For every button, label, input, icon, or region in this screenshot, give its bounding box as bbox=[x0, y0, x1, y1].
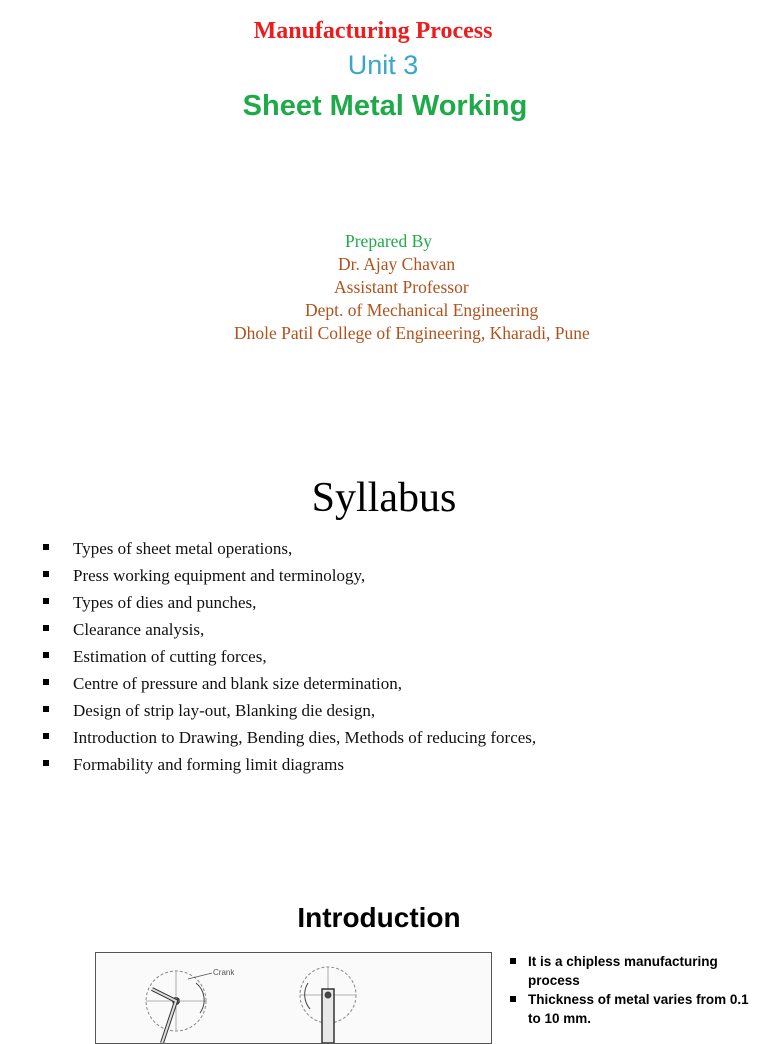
square-bullet-icon bbox=[43, 679, 49, 685]
title-unit: Unit 3 bbox=[347, 50, 419, 80]
square-bullet-icon bbox=[510, 996, 516, 1002]
intro-point bbox=[510, 952, 760, 990]
syllabus-item-text: Estimation of cutting forces, bbox=[73, 647, 267, 666]
syllabus-item bbox=[43, 673, 536, 700]
syllabus-item bbox=[43, 727, 536, 754]
syllabus-item bbox=[43, 700, 536, 727]
intro-point-text: It is a chipless manufacturing process bbox=[528, 954, 718, 988]
syllabus-item-text: Types of dies and punches, bbox=[73, 593, 257, 612]
crank-label: Crank bbox=[213, 968, 235, 977]
press-mechanism-figure bbox=[95, 952, 492, 1044]
syllabus-item-text: Press working equipment and terminology, bbox=[73, 566, 366, 585]
syllabus-item-text: Centre of pressure and blank size determination, bbox=[73, 674, 403, 693]
syllabus-item-text: Types of sheet metal operations, bbox=[73, 539, 293, 558]
syllabus-item bbox=[43, 754, 536, 781]
syllabus-list bbox=[43, 538, 536, 781]
title-main: Manufacturing Process bbox=[253, 18, 493, 44]
syllabus-item-text: Clearance analysis, bbox=[73, 620, 205, 639]
intro-point bbox=[510, 990, 760, 1028]
syllabus-item bbox=[43, 592, 536, 619]
syllabus-item bbox=[43, 565, 536, 592]
author-college: Dhole Patil College of Engineering, Kharadi, Pune bbox=[234, 323, 590, 343]
syllabus-item-text: Introduction to Drawing, Bending dies, Methods of reducing forces, bbox=[73, 728, 537, 747]
syllabus-item-text: Design of strip lay-out, Blanking die design, bbox=[73, 701, 376, 720]
syllabus-item bbox=[43, 619, 536, 646]
introduction-heading: Introduction bbox=[297, 902, 461, 933]
square-bullet-icon bbox=[43, 598, 49, 604]
prepared-by-label: Prepared By bbox=[345, 231, 432, 251]
square-bullet-icon bbox=[43, 625, 49, 631]
syllabus-item bbox=[43, 646, 536, 673]
square-bullet-icon bbox=[43, 571, 49, 577]
square-bullet-icon bbox=[43, 652, 49, 658]
square-bullet-icon bbox=[43, 760, 49, 766]
square-bullet-icon bbox=[43, 733, 49, 739]
intro-point-text: Thickness of metal varies from 0.1 to 10 mm. bbox=[528, 992, 749, 1026]
syllabus-heading: Syllabus bbox=[311, 475, 457, 521]
crank-mechanism-illustration bbox=[96, 953, 491, 1043]
author-name: Dr. Ajay Chavan bbox=[338, 254, 456, 274]
square-bullet-icon bbox=[43, 544, 49, 550]
syllabus-item-text: Formability and forming limit diagrams bbox=[73, 755, 345, 774]
square-bullet-icon bbox=[43, 706, 49, 712]
square-bullet-icon bbox=[510, 958, 516, 964]
author-department: Dept. of Mechanical Engineering bbox=[305, 300, 539, 320]
introduction-points bbox=[510, 952, 760, 1028]
title-topic: Sheet Metal Working bbox=[242, 90, 528, 122]
author-role: Assistant Professor bbox=[334, 277, 469, 297]
syllabus-item bbox=[43, 538, 536, 565]
